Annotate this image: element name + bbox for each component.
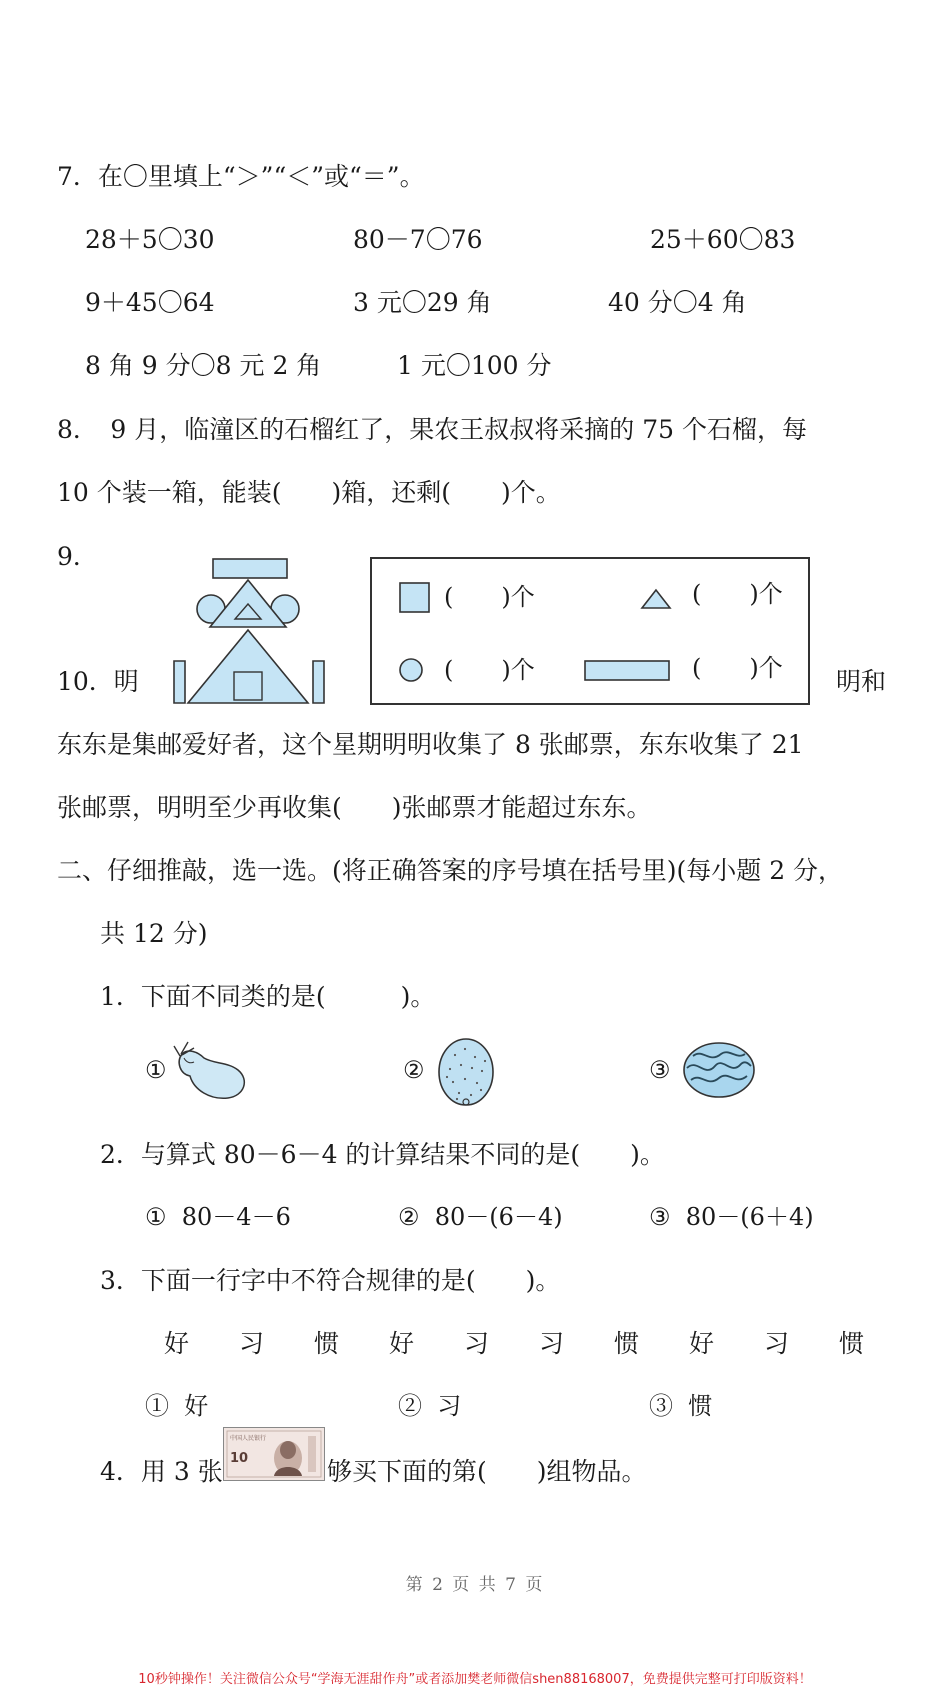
section2-heading-cont: 共 12 分) — [100, 919, 208, 948]
q7-row2-item3: 40 分〇4 角 — [608, 288, 747, 317]
q8-line1: 8． 9 月，临潼区的石榴红了，果农王叔叔将采摘的 75 个石榴，每 — [57, 415, 807, 444]
s2q2-option2: ② 80－(6－4) — [398, 1203, 563, 1231]
q7-row2-item1: 9＋45〇64 — [85, 288, 215, 317]
s2q3-option2: ② 习 — [398, 1392, 462, 1420]
q9-label: 9． — [57, 542, 98, 571]
q10-line3: 张邮票，明明至少再收集( )张邮票才能超过东东。 — [57, 793, 652, 822]
s2q2-stem: 2．与算式 80－6－4 的计算结果不同的是( )。 — [100, 1140, 665, 1169]
q7-row2-item2: 3 元〇29 角 — [353, 288, 492, 317]
s2q4-suffix: 够买下面的第( )组物品。 — [327, 1457, 647, 1486]
q7-row3-item1: 8 角 9 分〇8 元 2 角 — [85, 351, 322, 380]
legend-square-icon — [398, 581, 432, 615]
q10-lead: 10．明 — [57, 667, 139, 696]
figure-right-leg — [313, 661, 324, 703]
s2q2-option3: ③ 80－(6＋4) — [649, 1203, 814, 1231]
q10-line2: 东东是集邮爱好者，这个星期明明收集了 8 张邮票，东东收集了 21 — [57, 730, 804, 759]
s2q2-option1: ① 80－4－6 — [145, 1203, 291, 1231]
s2q3-sequence: 好 习 惯 好 习 习 惯 好 习 惯 — [164, 1329, 865, 1358]
banknote-issuer: 中国人民银行 — [230, 1435, 267, 1442]
s2q3-option3: ③ 惯 — [649, 1392, 713, 1420]
melon-icon — [435, 1035, 497, 1109]
banknote-image — [223, 1427, 325, 1481]
q10-tail: 明和 — [836, 667, 887, 696]
figure-left-leg — [174, 661, 185, 703]
promo-banner: 10秒钟操作！关注微信公众号“学海无涯甜作舟”或者添加樊老师微信shen88168007，免费提供完整可打印版资料！ — [138, 1672, 812, 1687]
q7-row1-item1: 28＋5〇30 — [85, 225, 215, 254]
legend-circle-count: ( )个 — [444, 656, 535, 684]
q7-row3-item2: 1 元〇100 分 — [397, 351, 552, 380]
s2q1-option3-label: ③ — [649, 1056, 671, 1084]
s2q1-option2-label: ② — [403, 1056, 425, 1084]
pear-icon — [172, 1040, 248, 1102]
s2q1-option1-label: ① — [145, 1056, 167, 1084]
s2q4-prefix: 4．用 3 张 — [100, 1457, 223, 1486]
q8-line2: 10 个装一箱，能装( )箱，还剩( )个。 — [57, 478, 561, 507]
legend-triangle-count: ( )个 — [692, 580, 783, 608]
q9-legend-box — [370, 557, 810, 705]
legend-triangle-icon — [640, 588, 672, 610]
figure-body-square — [234, 672, 262, 700]
banknote-value: 10 — [230, 1451, 249, 1466]
legend-rectangle-count: ( )个 — [692, 654, 783, 682]
legend-square-count: ( )个 — [444, 583, 535, 611]
q7-stem: 7．在〇里填上“＞”“＜”或“＝”。 — [57, 162, 425, 191]
q9-shape-figure — [170, 557, 330, 707]
legend-rectangle-icon — [583, 659, 673, 683]
section2-heading: 二、仔细推敲，选一选。(将正确答案的序号填在括号里)(每小题 2 分， — [57, 856, 844, 885]
s2q3-option1: ① 好 — [145, 1392, 209, 1420]
s2q3-stem: 3．下面一行字中不符合规律的是( )。 — [100, 1266, 561, 1295]
watermelon-icon — [681, 1040, 757, 1100]
q7-row1-item3: 25＋60〇83 — [650, 225, 796, 254]
s2q1-stem: 1．下面不同类的是( )。 — [100, 982, 436, 1011]
legend-circle-icon — [398, 657, 426, 685]
banknote-graphic — [224, 1428, 324, 1480]
q7-row1-item2: 80－7〇76 — [353, 225, 483, 254]
page-number: 第 2 页 共 7 页 — [405, 1575, 545, 1595]
figure-top-rectangle — [213, 559, 287, 578]
